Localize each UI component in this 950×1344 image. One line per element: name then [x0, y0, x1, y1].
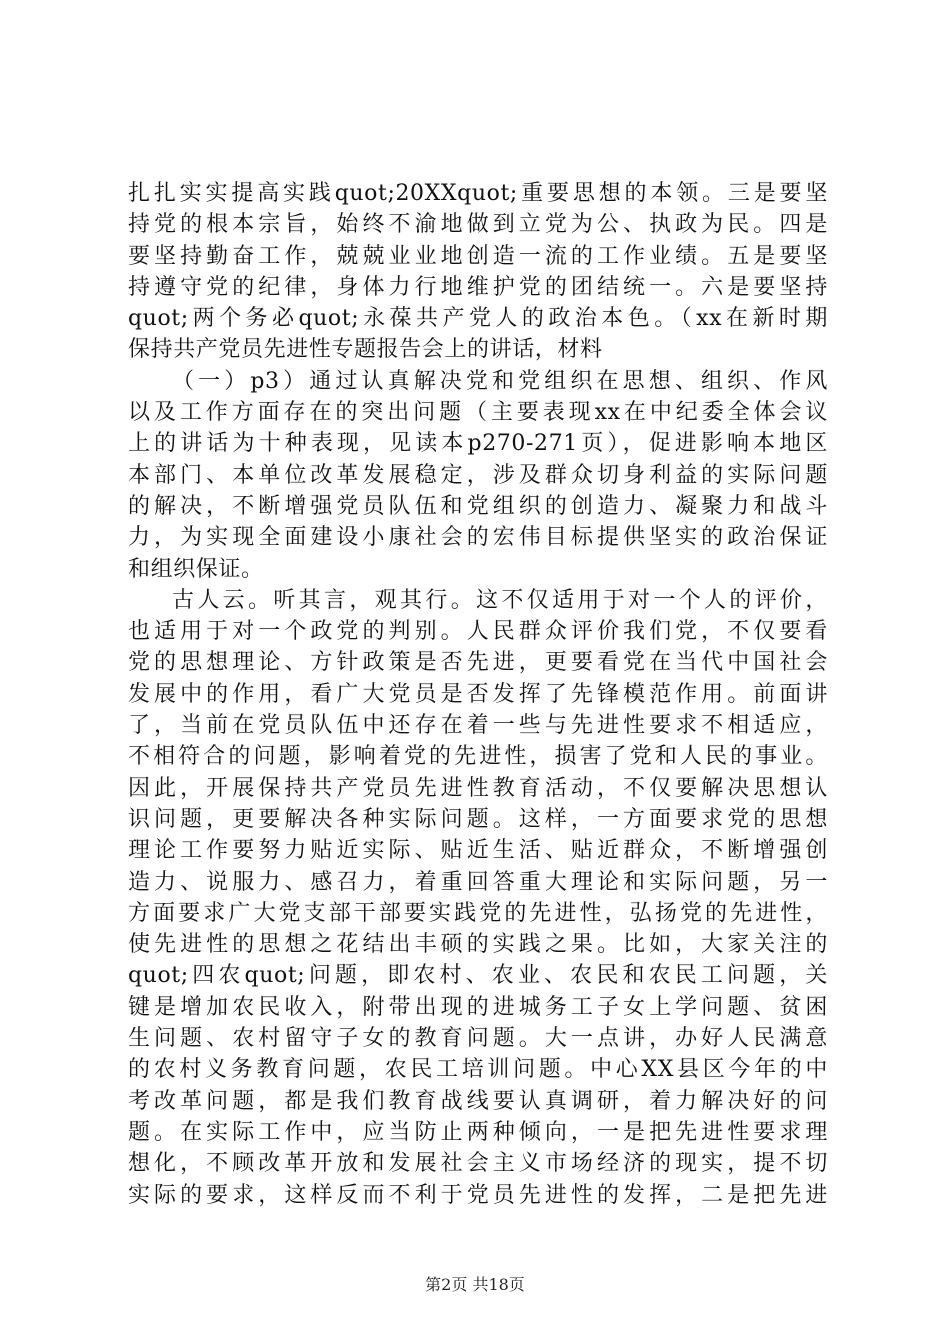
- text-line: 保持共产党员先进性专题报告会上的讲话，材料: [128, 337, 603, 363]
- text-line: quot;四农quot;问题，即农村、农业、农民和农民工问题，关: [128, 963, 828, 989]
- text-line: 造力、说服力、感召力，着重回答重大理论和实际问题，另一: [128, 869, 828, 895]
- text-line: 上的讲话为十种表现，见读本p270-271页），促进影响本地区: [128, 431, 828, 457]
- text-line: 要坚持勤奋工作，兢兢业业地创造一流的工作业绩。五是要坚: [128, 243, 828, 269]
- page-footer: [0, 1272, 950, 1295]
- text-line: 因此，开展保持共产党员先进性教育活动，不仅要解决思想认: [128, 775, 828, 801]
- text-line: 想化，不顾改革开放和发展社会主义市场经济的现实，提不切: [128, 1151, 828, 1177]
- text-line: 力，为实现全面建设小康社会的宏伟目标提供坚实的政治保证: [128, 525, 828, 551]
- text-line: 键是增加农民收入，附带出现的进城务工子女上学问题、贫困: [128, 994, 828, 1020]
- text-line: 持党的根本宗旨，始终不渝地做到立党为公、执政为民。四是: [128, 212, 828, 238]
- text-line: 方面要求广大党支部干部要实践党的先进性，弘扬党的先进性，: [128, 900, 828, 926]
- text-line: 使先进性的思想之花结出丰硕的实践之果。比如，大家关注的: [128, 932, 828, 958]
- text-line: 生问题、农村留守子女的教育问题。大一点讲，办好人民满意: [128, 1026, 828, 1052]
- text-line: quot;两个务必quot;永葆共产党人的政治本色。（xx在新时期: [128, 306, 828, 332]
- text-line: 持遵守党的纪律，身体力行地维护党的团结统一。六是要坚持: [128, 274, 828, 300]
- text-line: 识问题，更要解决各种实际问题。这样，一方面要求党的思想: [128, 806, 828, 832]
- text-line: 考改革问题，都是我们教育战线要认真调研，着力解决好的问: [128, 1088, 828, 1114]
- page-number-label: 第2页 共18页: [425, 1275, 525, 1294]
- text-line: 以及工作方面存在的突出问题（主要表现xx在中纪委全体会议: [128, 400, 828, 426]
- text-line: 本部门、本单位改革发展稳定，涉及群众切身利益的实际问题: [128, 462, 828, 488]
- text-line: 党的思想理论、方针政策是否先进，更要看党在当代中国社会: [128, 650, 828, 676]
- text-line: 发展中的作用，看广大党员是否发挥了先锋模范作用。前面讲: [128, 681, 828, 707]
- text-line: 扎扎实实提高实践quot;20XXquot;重要思想的本领。三是要坚: [128, 181, 828, 206]
- document-body: [128, 178, 828, 1211]
- text-line: 和组织保证。: [128, 556, 264, 582]
- text-line: 了，当前在党员队伍中还存在着一些与先进性要求不相适应，: [128, 713, 828, 739]
- text-line: 题。在实际工作中，应当防止两种倾向，一是把先进性要求理: [128, 1119, 828, 1145]
- text-line: 理论工作要努力贴近实际、贴近生活、贴近群众，不断增强创: [128, 838, 828, 864]
- paragraph-start-line: （一）p3）通过认真解决党和党组织在思想、组织、作风: [172, 368, 828, 394]
- text-line: 的解决，不断增强党员队伍和党组织的创造力、凝聚力和战斗: [128, 493, 828, 519]
- text-line: 不相符合的问题，影响着党的先进性，损害了党和人民的事业。: [128, 744, 828, 770]
- text-line: 的农村义务教育问题，农民工培训问题。中心XX县区今年的中: [128, 1057, 828, 1083]
- text-line: 也适用于对一个政党的判别。人民群众评价我们党，不仅要看: [128, 619, 828, 645]
- text-line: 实际的要求，这样反而不利于党员先进性的发挥，二是把先进: [128, 1182, 828, 1208]
- paragraph-start-line: 古人云。听其言，观其行。这不仅适用于对一个人的评价，: [172, 587, 828, 613]
